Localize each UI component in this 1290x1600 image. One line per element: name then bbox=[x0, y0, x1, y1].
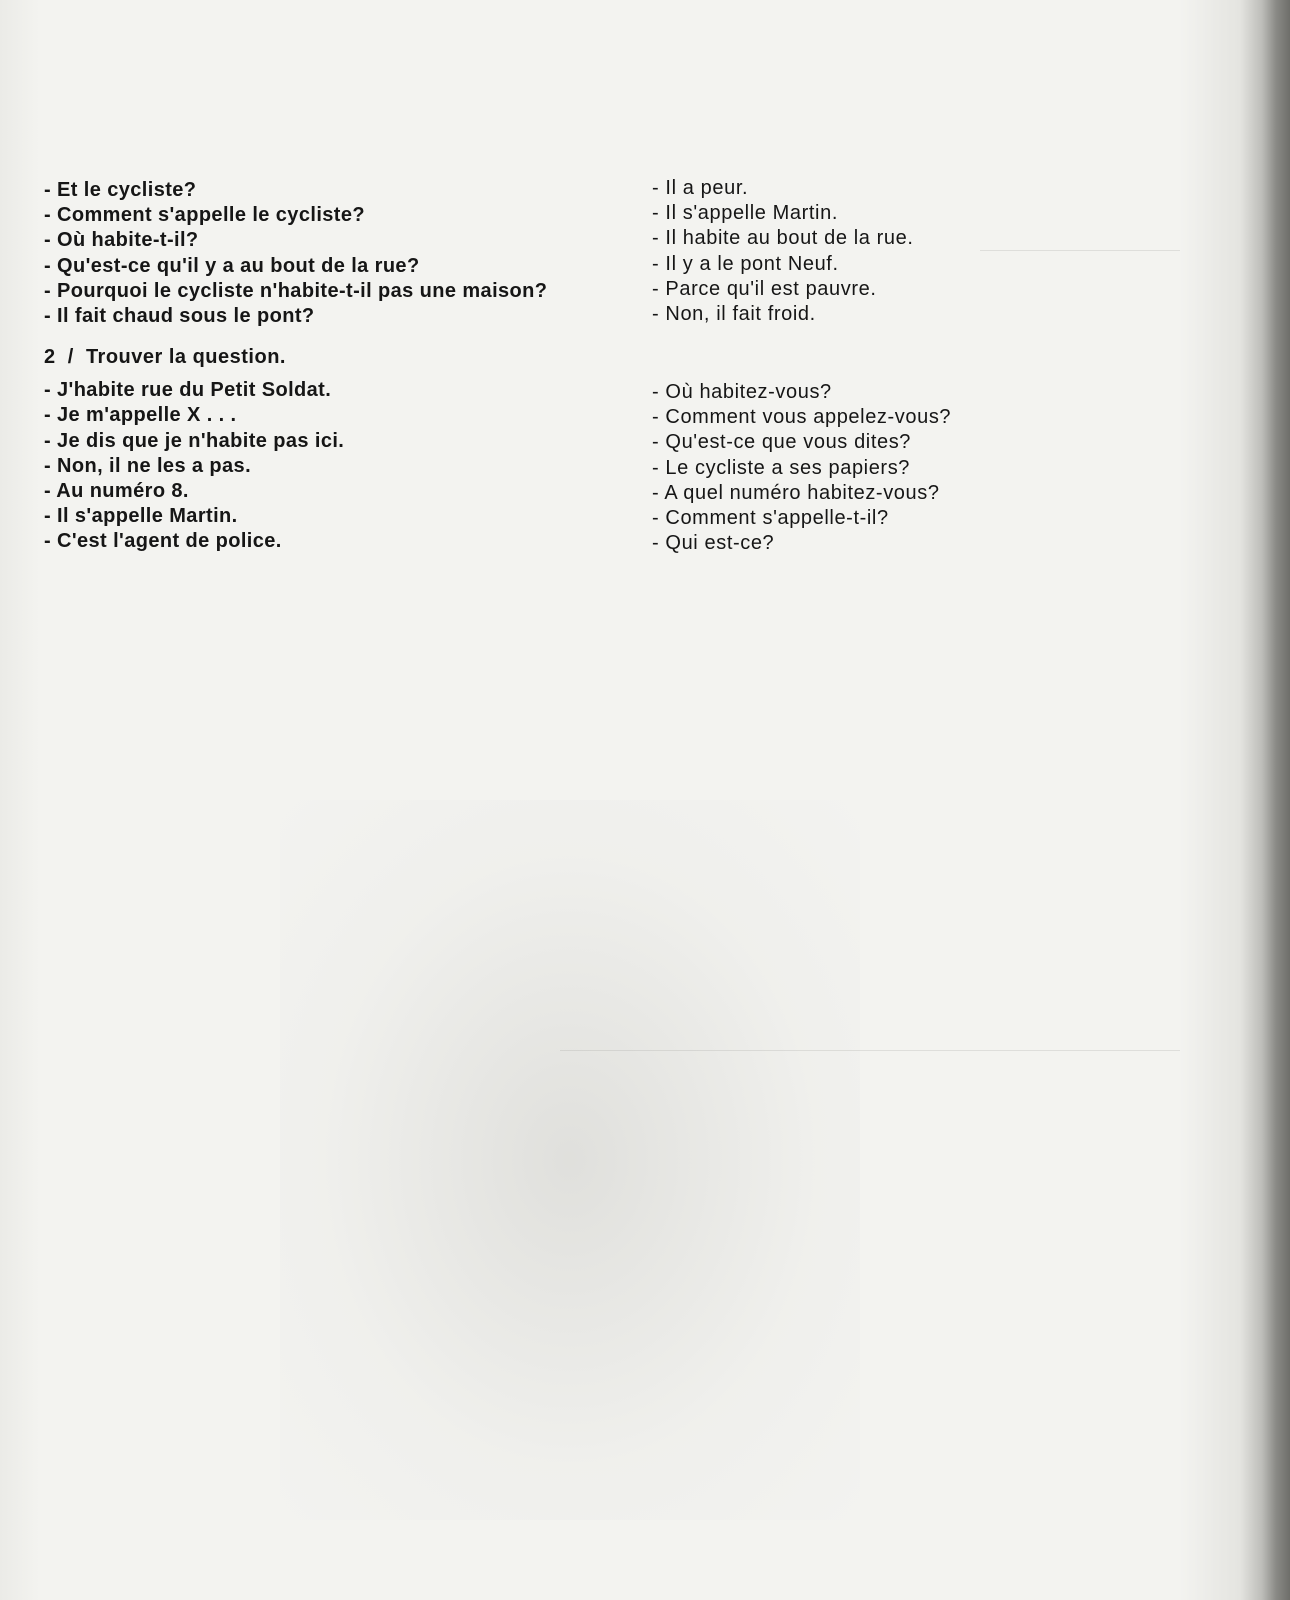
answer-question-line: - Comment vous appelez-vous? bbox=[652, 406, 952, 429]
statement-line: - Je dis que je n'habite pas ici. bbox=[44, 429, 345, 452]
statement-line: - Je m'appelle X . . . bbox=[44, 404, 237, 427]
section1-answers bbox=[652, 176, 1212, 327]
answer-line: - Il habite au bout de la rue. bbox=[652, 227, 914, 250]
answer-question-line: - Qui est-ce? bbox=[652, 532, 775, 555]
answer-line: - Parce qu'il est pauvre. bbox=[652, 277, 877, 300]
question-line: - Qu'est-ce qu'il y a au bout de la rue? bbox=[44, 254, 420, 277]
answer-question-line: - A quel numéro habitez-vous? bbox=[652, 481, 940, 504]
question-line: - Comment s'appelle le cycliste? bbox=[44, 204, 365, 227]
question-line: - Il fait chaud sous le pont? bbox=[44, 305, 315, 328]
answer-question-line: - Qu'est-ce que vous dites? bbox=[652, 431, 912, 454]
answer-line: - Il s'appelle Martin. bbox=[652, 202, 838, 225]
statement-line: - Il s'appelle Martin. bbox=[44, 505, 238, 528]
exercise-heading bbox=[44, 345, 624, 370]
question-line: - Pourquoi le cycliste n'habite-t-il pas une maison? bbox=[44, 279, 548, 302]
section1-questions bbox=[44, 178, 624, 555]
question-line: - Et le cycliste? bbox=[44, 179, 197, 201]
statement-line: - J'habite rue du Petit Soldat. bbox=[44, 379, 332, 402]
exercise-title: Trouver la question. bbox=[85, 346, 286, 369]
show-through-rule bbox=[560, 1050, 1180, 1051]
exercise-separator: / bbox=[67, 346, 74, 369]
answer-line: - Non, il fait froid. bbox=[652, 303, 816, 326]
statement-line: - Non, il ne les a pas. bbox=[44, 454, 252, 477]
answer-line: - Il a peur. bbox=[652, 177, 749, 199]
question-line: - Où habite-t-il? bbox=[44, 229, 199, 252]
statement-line: - C'est l'agent de police. bbox=[44, 530, 282, 553]
statement-line: - Au numéro 8. bbox=[44, 480, 189, 503]
answer-line: - Il y a le pont Neuf. bbox=[652, 252, 839, 275]
answer-question-line: - Le cycliste a ses papiers? bbox=[652, 456, 911, 479]
answer-question-line: - Comment s'appelle-t-il? bbox=[652, 507, 889, 530]
answer-question-line: - Où habitez-vous? bbox=[652, 381, 832, 403]
show-through-shadow bbox=[280, 800, 860, 1520]
exercise-number: 2 bbox=[44, 346, 56, 369]
section2-questions bbox=[652, 380, 1212, 556]
